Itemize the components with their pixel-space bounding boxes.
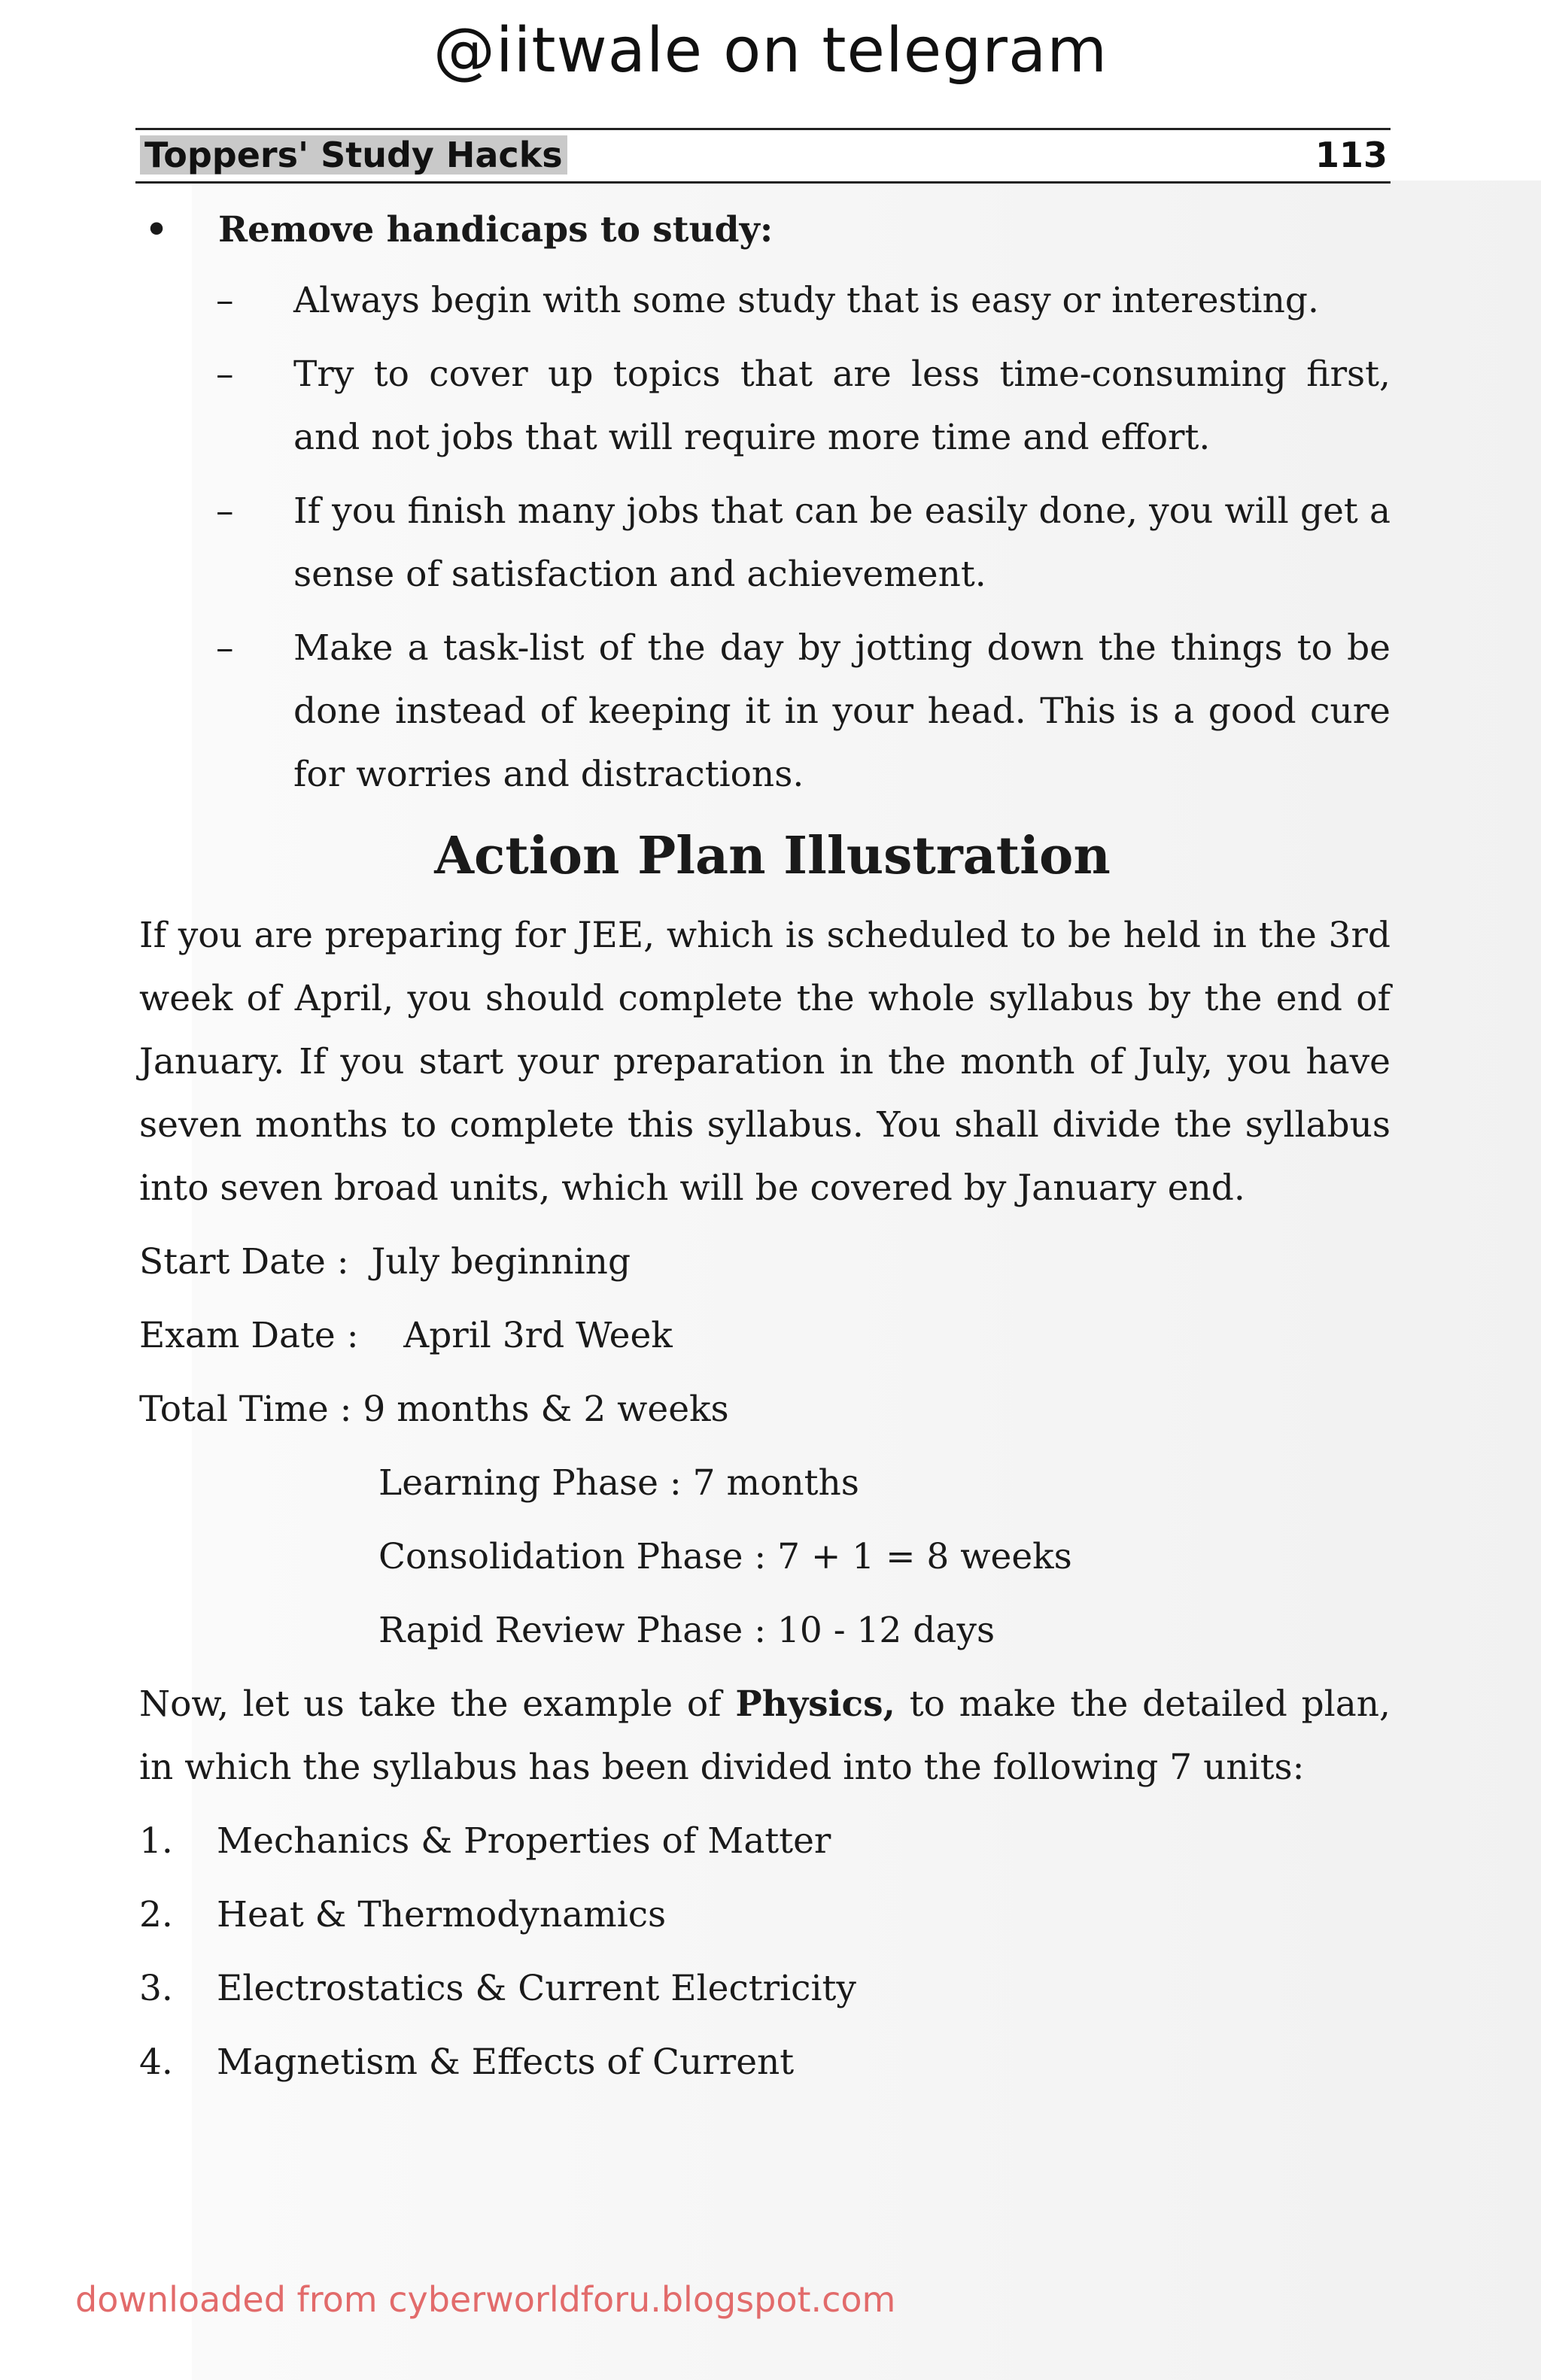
learning-phase: Learning Phase : 7 months [378,1462,859,1504]
consolidation-phase: Consolidation Phase : 7 + 1 = 8 weeks [378,1536,1072,1577]
handicap-tips-list [139,269,1391,806]
dash-mark: – [216,490,234,532]
list-item [139,269,1391,332]
list-item [139,480,1391,606]
item-number: 4. [139,2042,173,2083]
list-item-text: Always begin with some study that is easy or interesting. [293,280,1319,321]
telegram-watermark: @iitwale on telegram [433,15,1108,87]
unit-label: Magnetism & Effects of Current [217,2042,795,2083]
intro-paragraph: If you are preparing for JEE, which is scheduled to be held in the 3rd week of April, you should complete the whole syllabus by the end of January. If you start your preparation in the month of July, you have seven months to complete this syllabus. You shall divide the syllabus into seven broad units, which will be covered by January end. [139,915,1391,1209]
list-item-text: If you finish many jobs that can be easily done, you will get a sense of satisfaction and achievement. [293,490,1391,595]
bullet-heading-row [139,202,1391,259]
list-item [139,343,1391,469]
page-number: 113 [1315,135,1388,175]
physics-text-after: to make the detailed plan, in which the syllabus has been divided into the following 7 units: [139,1683,1391,1788]
bullet-heading: Remove handicaps to study: [218,209,774,250]
list-item-text: Try to cover up topics that are less time-consuming first, and not jobs that will require more time and effort. [293,354,1391,458]
list-item [139,617,1391,806]
dash-mark: – [216,354,234,395]
section-heading: Action Plan Illustration [434,826,1111,886]
running-header [135,128,1391,184]
rapid-review-phase: Rapid Review Phase : 10 - 12 days [378,1610,995,1651]
list-item [139,1884,1391,1947]
download-watermark: downloaded from cyberworldforu.blogspot.com [75,2279,896,2320]
list-item [139,2031,1391,2094]
physics-text-before: Now, let us take the example of [139,1683,736,1725]
item-number: 1. [139,1820,173,1862]
start-date: Start Date : July beginning [139,1241,631,1283]
physics-paragraph [139,1673,1391,1799]
list-item [139,1810,1391,1873]
item-number: 2. [139,1894,173,1935]
list-item [139,1957,1391,2020]
unit-label: Heat & Thermodynamics [217,1894,667,1935]
bullet-mark: • [145,209,169,250]
physics-bold: Physics, [735,1683,895,1725]
item-number: 3. [139,1968,173,2009]
page-content [139,202,1391,2094]
dash-mark: – [216,280,234,321]
unit-label: Electrostatics & Current Electricity [217,1968,856,2009]
units-list [139,1810,1391,2094]
list-item-text: Make a task-list of the day by jotting down the things to be done instead of keeping it in your head. This is a good cure for worries and distractions. [293,627,1391,795]
exam-date: Exam Date : April 3rd Week [139,1315,673,1356]
dash-mark: – [216,627,234,669]
book-title: Toppers' Study Hacks [140,135,567,175]
total-time: Total Time : 9 months & 2 weeks [139,1389,729,1430]
unit-label: Mechanics & Properties of Matter [217,1820,831,1862]
